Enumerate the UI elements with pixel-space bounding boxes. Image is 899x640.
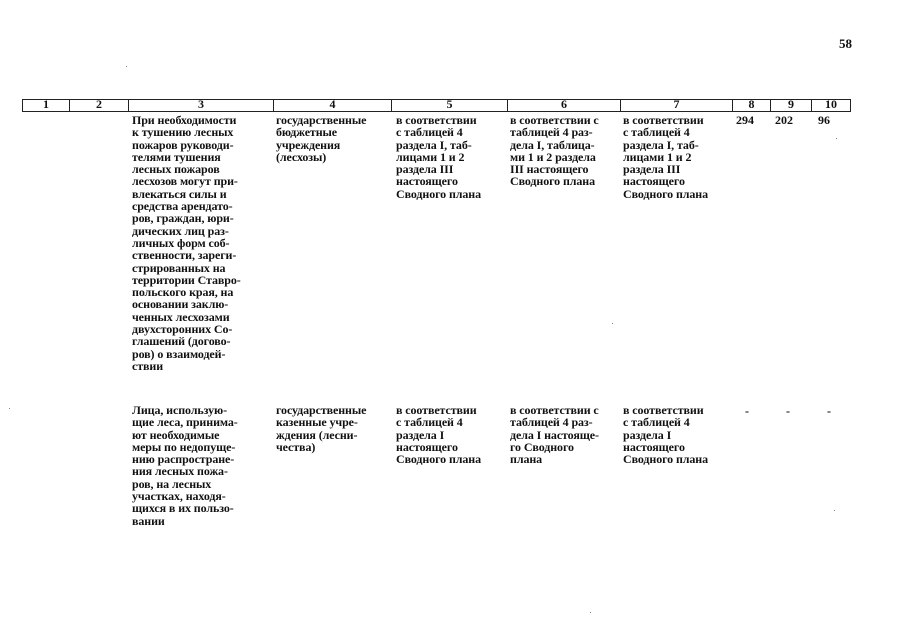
table-cell-row2-col6: в соответствии с таблицей 4 раз- дела I настояще- го Сводного плана [510,403,599,467]
table-cell-row2-col4: государственные казенные учре- ждения (лесни- чества) [276,403,367,454]
column-header-10: 10 [825,97,837,111]
column-header-8: 8 [748,97,755,111]
column-header-4: 4 [329,97,336,111]
column-header-7: 7 [673,97,680,111]
table-cell-row1-col10: 96 [818,113,830,127]
table-cell-row1-col3: При необходимости к тушению лесных пожаров руководи- телями тушения лесных пожаров лесхозов могут при- влекаться силы и средства арендато- ров, граждан, юри- дических лиц раз- личных форм соб- ственности, зареги- стрированных на территории Ставро- польского края, на основании заклю- ченных лесхозами двухсторонних Со- глашений (догово- ров) о взаимодей- ствии [132,113,241,373]
table-cell-row1-col8: 294 [736,113,754,127]
scan-speck [126,66,127,67]
table-cell-row1-col6: в соответствии с таблицей 4 раз- дела I, таблица- ми 1 и 2 раздела III настоящего Сводного плана [510,113,599,189]
table-cell-row1-col4: государственные бюджетные учреждения (лесхозы) [276,113,367,164]
column-header-5: 5 [446,97,453,111]
scan-speck [834,510,835,511]
table-cell-row2-col5: в соответствии с таблицей 4 раздела I настоящего Сводного плана [396,403,482,467]
column-header-1: 1 [43,97,49,111]
table-header-row [22,99,851,112]
table-cell-row1-col7: в соответствии с таблицей 4 раздела I, таб- лицами 1 и 2 раздела III настоящего Сводного плана [623,113,709,201]
column-header-9: 9 [788,97,794,111]
column-header-2: 2 [96,97,102,111]
column-header-6: 6 [561,97,567,111]
table-cell-row1-col5: в соответствии с таблицей 4 раздела I, таб- лицами 1 и 2 раздела III настоящего Сводного плана [396,113,482,201]
page-number: 58 [839,36,852,51]
table-cell-row1-col9: 202 [775,113,793,127]
table-cell-row2-col9: - [786,404,790,418]
scan-speck [590,612,591,613]
column-header-3: 3 [198,97,204,111]
table-cell-row2-col10: - [827,404,831,418]
scan-speck [612,323,613,324]
scan-speck [836,138,837,139]
scan-speck [9,408,10,409]
table-cell-row2-col8: - [745,404,749,418]
table-cell-row2-col3: Лица, использую- щие леса, принима- ют необходимые меры по недопуще- нию распростране- ния лесных пожа- ров, на лесных участках, находя- щихся в их пользо- вании [132,403,238,528]
table-cell-row2-col7: в соответствии с таблицей 4 раздела I настоящего Сводного плана [623,403,709,467]
